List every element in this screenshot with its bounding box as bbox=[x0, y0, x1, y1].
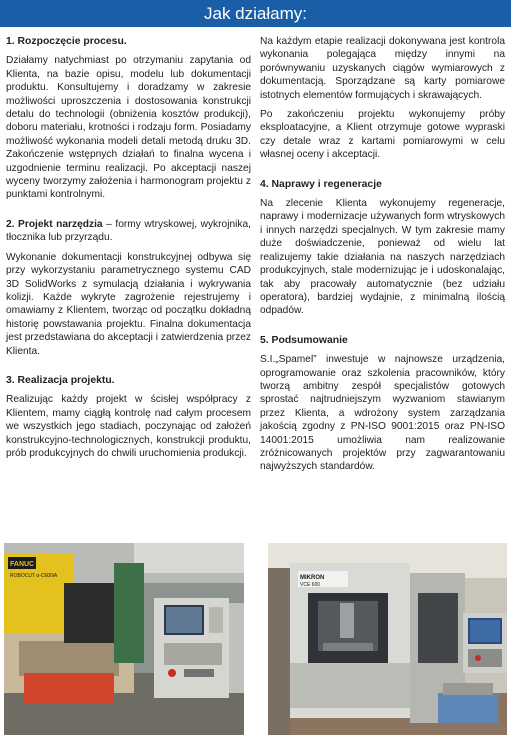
fanuc-machine-image bbox=[4, 543, 244, 735]
fanuc-model-text: ROBOCUT α-C600iA bbox=[10, 573, 58, 579]
fanuc-brand-text: FANUC bbox=[10, 561, 35, 568]
mikron-machine-image bbox=[268, 543, 507, 735]
page-header bbox=[0, 0, 511, 27]
left-column bbox=[6, 35, 251, 466]
section-2-heading bbox=[6, 218, 251, 245]
photo-fanuc-machine bbox=[4, 543, 244, 735]
mikron-model-text: VCE 600 bbox=[300, 582, 321, 588]
page-title: Jak działamy: bbox=[204, 4, 307, 23]
section-5-text: S.I.„Spamel” inwestuje w najnowsze urządzenia, oprogramowanie oraz szkolenia pracowników, który tworzą ambitny zespół specjalistów gotowych sprostać najtrudniejszym wyzwaniom stawianym przez Klienta, a wdrożony system zarządzania jakością zgodny z PN-ISO 9001:2015 oraz PN-ISO 14001:2015 umożliwia nam realizowanie zróżnicowanych projektów przy zagwarantowaniu najwyższych standardów. bbox=[260, 354, 505, 473]
section-2-title: 2. Projekt narzędzia bbox=[6, 218, 103, 230]
right-column bbox=[260, 35, 505, 480]
section-3-continued-2: Po zakończeniu projektu wykonujemy próby eksploatacyjne, a Klient otrzymuje gotowe wypraski czy detale wraz z kartami pomiarowymi w celu własnej oceny i akceptacji. bbox=[260, 109, 505, 161]
section-2-text: Wykonanie dokumentacji konstrukcyjnej odbywa się przy wykorzystaniu parametrycznego systemu CAD 3D SolidWorks z symulacją działania i wykrywania kolizji. Każde wykryte zagrożenie rejestrujemy i omawiamy z Klientem, tworząc od początku dokładną historię powstawania projektu. Finalna dokumentacja jest przedstawiana do akceptacji i zatwierdzenia przez Klienta. bbox=[6, 251, 251, 357]
section-4-text: Na zlecenie Klienta wykonujemy regeneracje, naprawy i modernizacje używanych form wtryskowych i innych narzędzi specjalnych. W tym zakresie mamy duże doświadczenie, ponieważ od wielu lat realizujemy takie działania na naszych narzędziach produkcyjnych, stale modernizując je i udoskonalając, tak aby pracowały automatycznie (bez udziału operatora), bardziej wydajnie, z minimalną ilością odpadów. bbox=[260, 198, 505, 317]
section-2-lead: – formy wtryskowej, wykrojnika, tłocznika lub przyrządu. bbox=[6, 218, 251, 244]
section-1-title: 1. Rozpoczęcie procesu. bbox=[6, 36, 127, 47]
section-3-continued: Na każdym etapie realizacji dokonywana jest kontrola wykonania polegająca między innymi na porównywaniu uzyskanych ciągów wymiarowych z dokumentacją. Sporządzane są karty pomiarowe istotnych elementów formujących i skrawających. bbox=[260, 36, 505, 101]
photo-mikron-machine bbox=[268, 543, 507, 735]
mikron-brand-text: MIKRON bbox=[300, 575, 325, 581]
section-4-title: 4. Naprawy i regeneracje bbox=[260, 178, 382, 190]
section-1-text: Działamy natychmiast po otrzymaniu zapytania od Klienta, na bazie opisu, modelu lub dokumentacji produktu. Konsultujemy i doradzamy w zakresie możliwości uproszczenia i dostosowania konstrukcji detalu do technologii (obniżenia kosztów produkcji), doboru materiału, krotności i rodzaju form. Posiadamy możliwość wykonania modeli detali metodą druku 3D. Zakończenie wstępnych działań to finalna wycena i uzgodnienie terminu realizacji. Po akceptacji naszej wyceny tworzymy założenia i harmonogram projektu z punktami kontrolnymi. bbox=[6, 55, 251, 201]
section-3-text: Realizując każdy projekt w ścisłej współpracy z Klientem, mamy ciągłą kontrolę nad całym procesem we wszystkich jego stadiach, poczynając od założeń konstrukcyjno-technologicznych, konstrukcji produktu, prób produkcyjnych do chwili uruchomienia produkcji. bbox=[6, 394, 251, 459]
section-3-title: 3. Realizacja projektu. bbox=[6, 374, 115, 386]
section-5-title: 5. Podsumowanie bbox=[260, 334, 348, 346]
